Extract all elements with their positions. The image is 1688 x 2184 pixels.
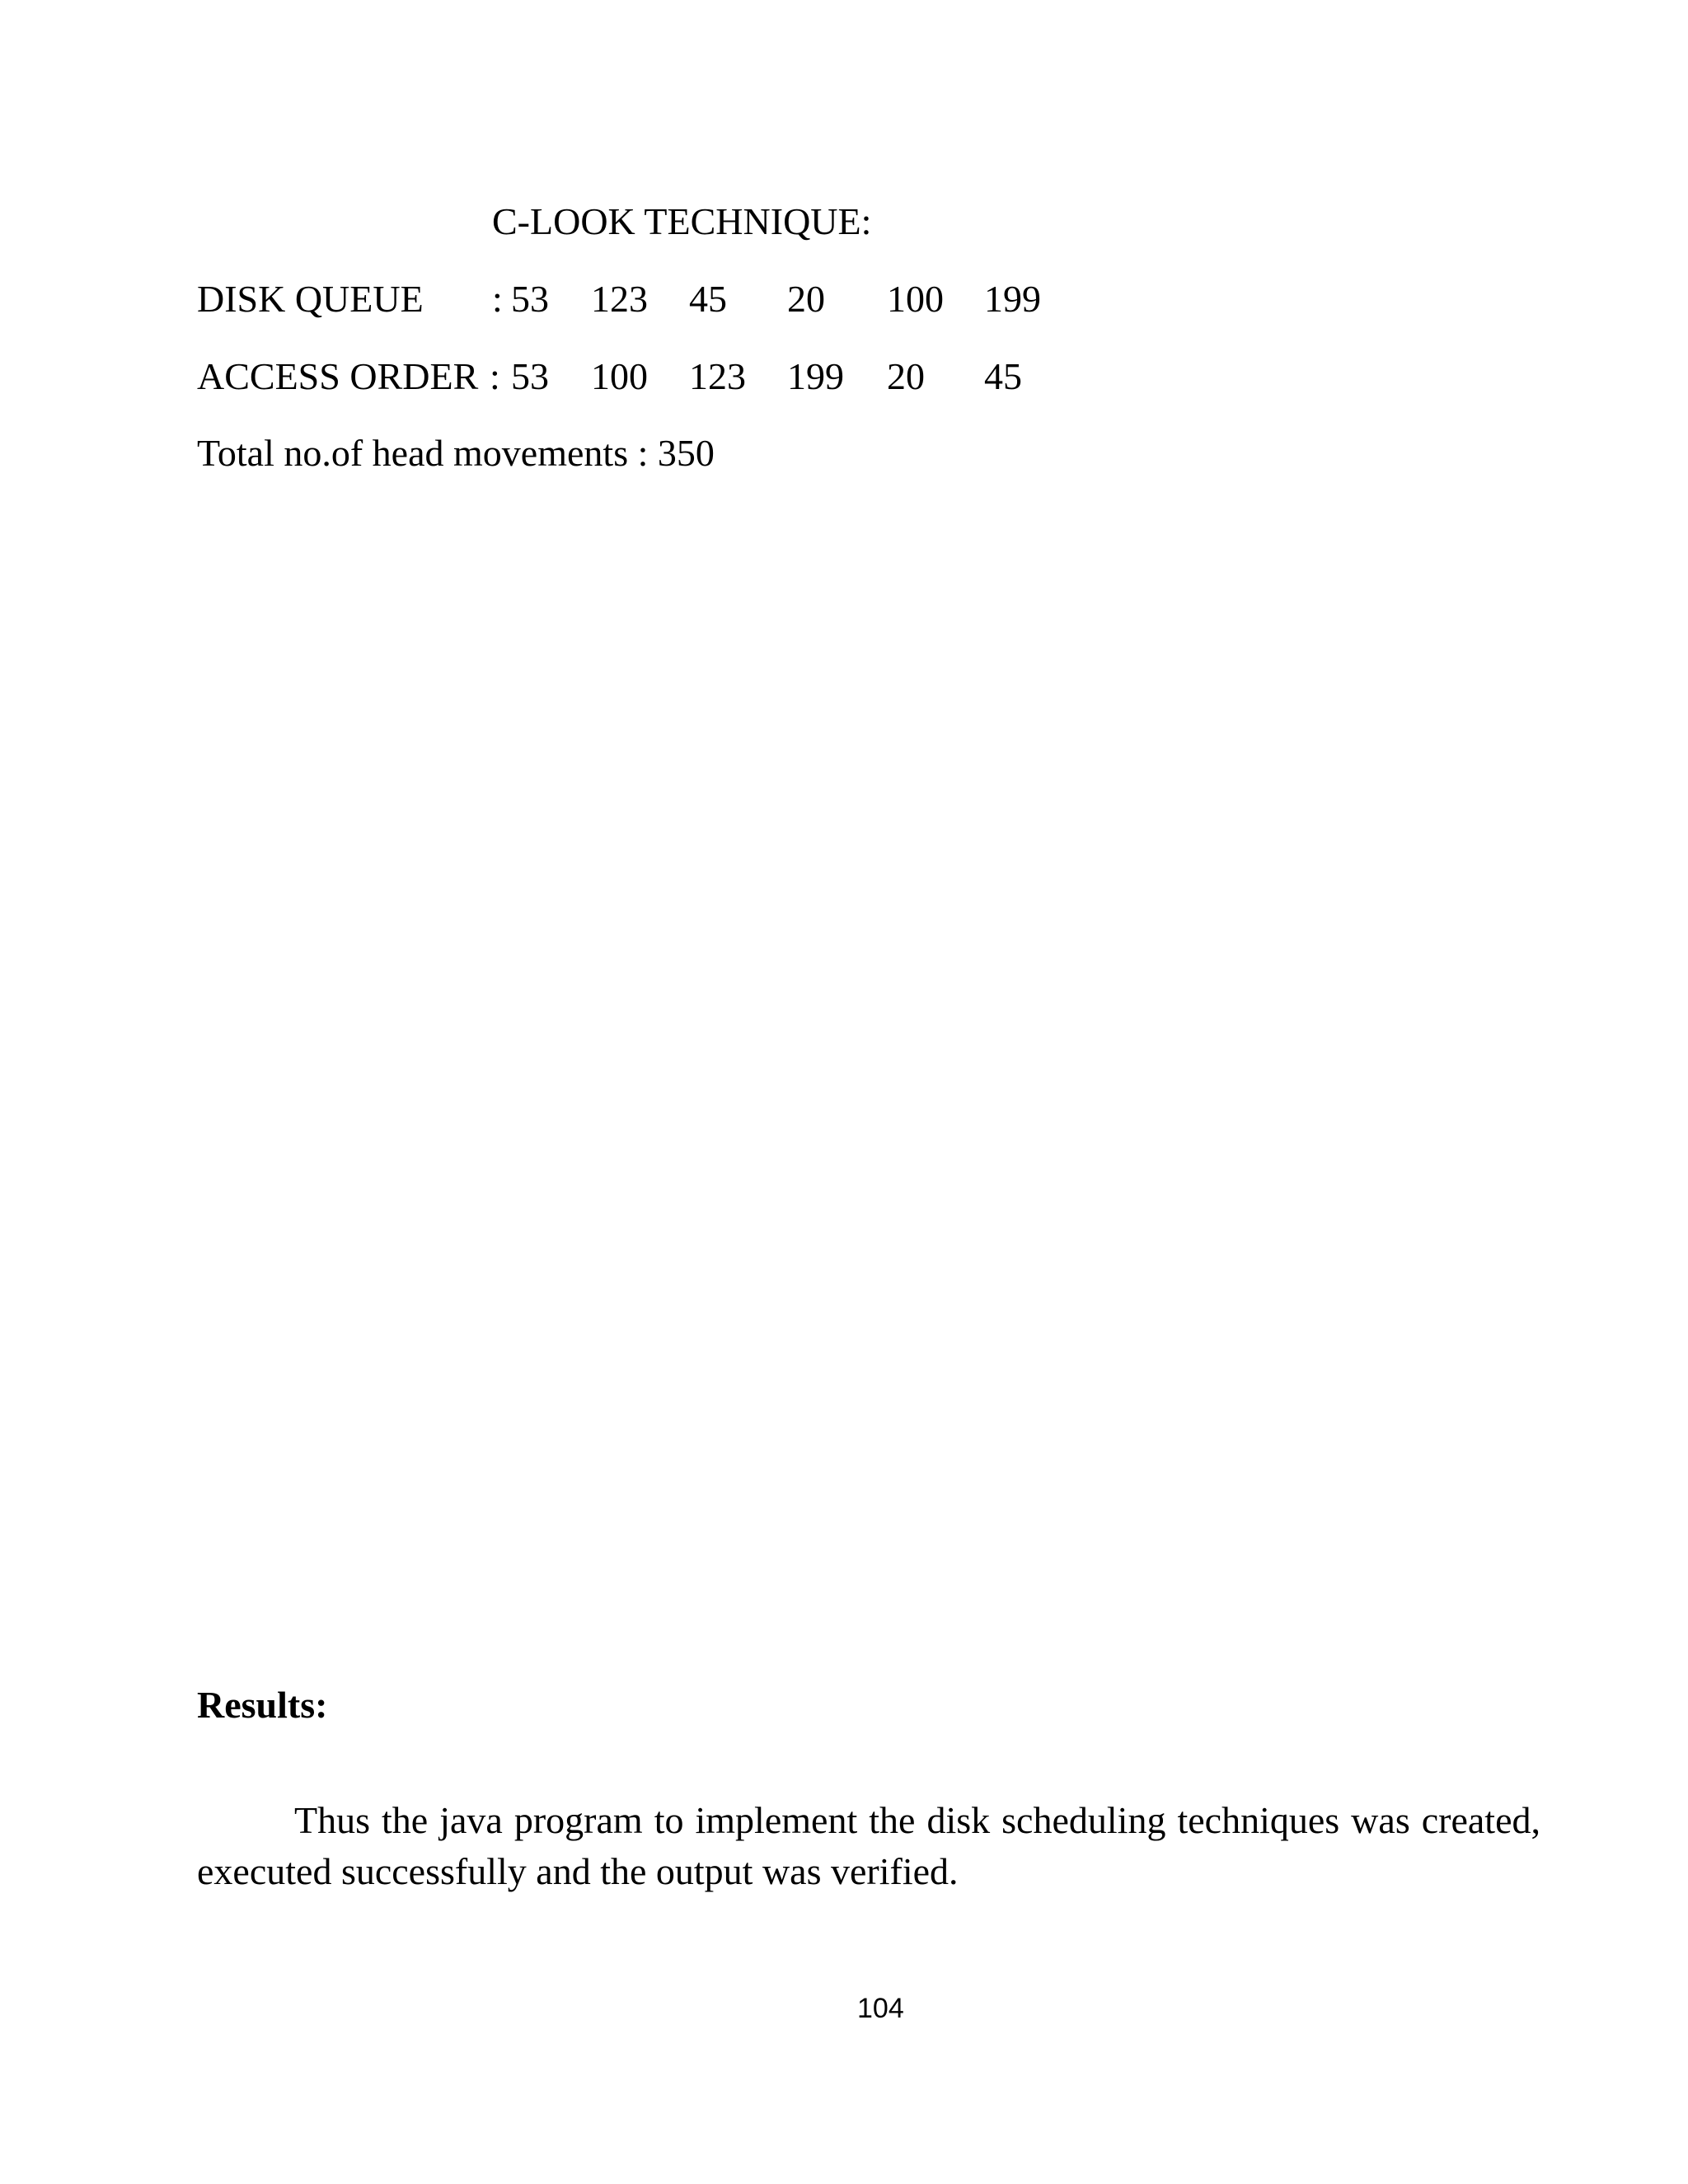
disk-queue-value: 199 bbox=[984, 278, 1041, 320]
disk-queue-value: 123 bbox=[591, 278, 648, 320]
access-order-value: 123 bbox=[689, 355, 746, 397]
disk-queue-label: DISK QUEUE bbox=[197, 278, 424, 320]
disk-queue-value: 100 bbox=[887, 278, 944, 320]
results-paragraph: Thus the java program to implement the disk scheduling techniques was created, executed successfully and the output was verified. bbox=[197, 1799, 1540, 1892]
access-order-value: 100 bbox=[591, 355, 648, 397]
disk-queue-value: 53 bbox=[511, 278, 549, 320]
total-head-movements: Total no.of head movements : 350 bbox=[197, 432, 715, 474]
page-number: 104 bbox=[857, 1993, 904, 2024]
disk-queue-separator: : bbox=[492, 278, 503, 320]
access-order-value: 53 bbox=[511, 355, 549, 397]
access-order-label: ACCESS ORDER bbox=[197, 355, 479, 397]
access-order-value: 199 bbox=[787, 355, 844, 397]
section-heading: C-LOOK TECHNIQUE: bbox=[492, 200, 872, 242]
disk-queue-value: 45 bbox=[689, 278, 727, 320]
results-heading: Results: bbox=[197, 1684, 328, 1726]
disk-queue-value: 20 bbox=[787, 278, 825, 320]
access-order-separator: : bbox=[490, 355, 500, 397]
access-order-value: 45 bbox=[984, 355, 1022, 397]
access-order-value: 20 bbox=[887, 355, 925, 397]
